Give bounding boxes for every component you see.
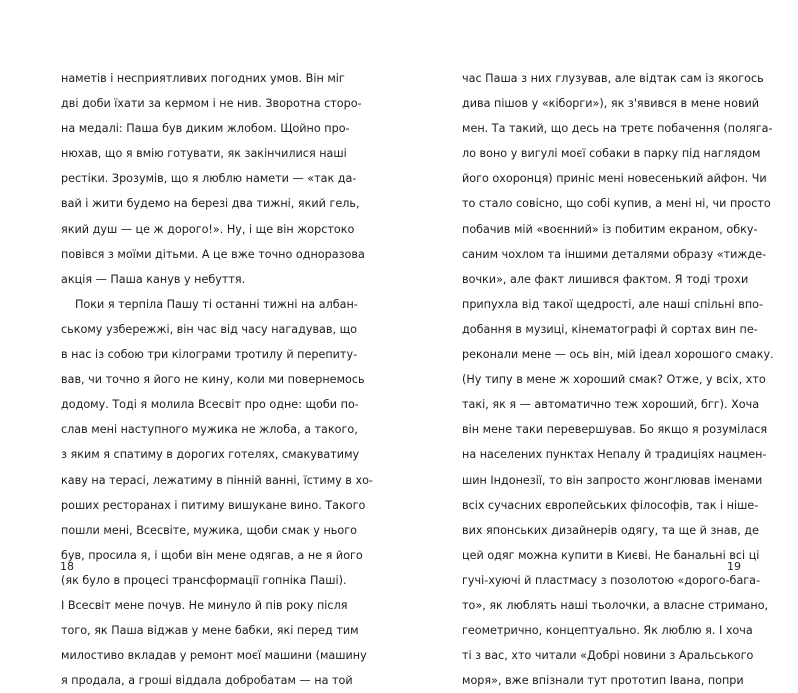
text-line: на населених пунктах Непалу й традиціях нацмен- bbox=[462, 448, 767, 462]
text-line: його охоронця) приніс мені новесенький айфон. Чи bbox=[462, 172, 767, 186]
text-line: з яким я спатиму в дорогих готелях, смакуватиму bbox=[61, 448, 360, 462]
text-line: каву на терасі, лежатиму в пінній ванні, їстиму в хо- bbox=[61, 473, 373, 487]
text-line: ському узбережжі, він час від часу нагадував, що bbox=[61, 322, 358, 336]
text-line: Поки я терпіла Пашу ті останні тижні на албан- bbox=[75, 297, 358, 311]
text-line: рестіки. Зрозумів, що я люблю намети — «так да- bbox=[61, 172, 357, 186]
right-page bbox=[399, 0, 798, 688]
text-line: слав мені наступного мужика не жлоба, а такого, bbox=[61, 423, 358, 437]
text-line: наметів і несприятливих погодних умов. Він міг bbox=[61, 72, 345, 85]
text-line: милостиво вкладав у ремонт моєї машини (машину bbox=[61, 649, 367, 663]
text-line: який душ — це ж дорого!». Ну, і ще він жорстоко bbox=[61, 222, 355, 236]
text-line: ті з вас, хто читали «Добрі новини з Аральського bbox=[462, 649, 754, 663]
text-line: ло воно у вигулі моєї собаки в парку під наглядом bbox=[462, 147, 761, 161]
text-line: всіх сучасних європейських філософів, так і ніше- bbox=[462, 498, 759, 512]
text-line: додому. Тоді я молила Всесвіт про одне: щоби по- bbox=[61, 398, 359, 412]
text-line: добання в музиці, кінематографі й сортах вин пе- bbox=[462, 322, 758, 336]
right-page-number: 19 bbox=[727, 560, 741, 573]
left-page-number: 18 bbox=[60, 560, 74, 573]
text-line: мен. Та такий, що десь на третє побачення (поляга- bbox=[462, 122, 773, 136]
text-line: в нас із собою три кілограми тротилу й перепиту- bbox=[61, 348, 358, 362]
text-line: то», як люблять наші тьолочки, а власне стримано, bbox=[462, 598, 769, 612]
text-line: пошли мені, Всесвіте, мужика, щоби смак у нього bbox=[61, 523, 357, 537]
text-line: вих японських дизайнерів одягу, та ще й знав, де bbox=[462, 523, 759, 537]
text-line: реконали мене — ось він, мій ідеал хорошого смаку. bbox=[462, 348, 774, 362]
text-line: роших ресторанах і питиму вишукане вино. Такого bbox=[61, 498, 366, 512]
right-page-text bbox=[462, 66, 774, 693]
text-line: І Всесвіт мене почув. Не минуло й пів року після bbox=[61, 598, 348, 612]
text-line: акція — Паша канув у небуття. bbox=[61, 272, 246, 286]
text-line: побачив мій «воєнний» із побитим екраном, обку- bbox=[462, 222, 758, 236]
text-line: моря», вже впізнали тут прототип Івана, попри bbox=[462, 674, 744, 688]
text-line: на медалі: Паша був диким жлобом. Щойно про- bbox=[61, 122, 350, 136]
text-line: геометрично, концептуально. Як люблю я. І хоча bbox=[462, 624, 753, 638]
text-line: повівся з моїми дітьми. А це вже точно одноразова bbox=[61, 247, 365, 261]
text-line: дива пішов у «кіборги»), як з'явився в мене новий bbox=[462, 97, 760, 111]
text-line: був, просила я, і щоби він мене одягав, а не я його bbox=[61, 548, 363, 562]
text-line: гучі-хуючі й пластмасу з позолотою «дорого-бага- bbox=[462, 573, 761, 587]
text-line: цей одяг можна купити в Києві. Не банальні всі ці bbox=[462, 548, 760, 562]
text-line: нюхав, що я вмію готувати, як закінчилися наші bbox=[61, 147, 347, 161]
text-line: (Ну типу в мене ж хороший смак? Отже, у всіх, хто bbox=[462, 373, 766, 387]
text-line: вочки», але факт лишився фактом. Я тоді трохи bbox=[462, 272, 749, 286]
text-line: припухла від такої щедрості, але наші спільні впо- bbox=[462, 297, 764, 311]
text-line: він мене таки перевершував. Бо якщо я розумілася bbox=[462, 423, 768, 437]
left-page-text bbox=[61, 66, 373, 693]
text-line: шин Індонезії, то він запросто жонглював іменами bbox=[462, 473, 763, 487]
left-page bbox=[0, 0, 399, 688]
text-line: такі, як я — автоматично теж хороший, бгг). Хоча bbox=[462, 398, 760, 412]
text-line: того, як Паша віджав у мене бабки, які перед тим bbox=[61, 624, 359, 638]
text-line: то стало совісно, що собі купив, а мені ні, чи просто bbox=[462, 197, 771, 211]
text-line: дві доби їхати за кермом і не нив. Зворотна сторо- bbox=[61, 97, 362, 111]
text-line: час Паша з них глузував, але відтак сам із якогось bbox=[462, 72, 764, 85]
text-line: вай і жити будемо на березі два тижні, який гель, bbox=[61, 197, 360, 211]
text-line: я продала, а гроші віддала добробатам — на той bbox=[61, 674, 353, 688]
text-line: саним чохлом та іншими деталями образу «тижде- bbox=[462, 247, 767, 261]
text-line: вав, чи точно я його не кину, коли ми повернемось bbox=[61, 373, 365, 387]
text-line: (як було в процесі трансформації гопніка Паші). bbox=[61, 573, 347, 587]
